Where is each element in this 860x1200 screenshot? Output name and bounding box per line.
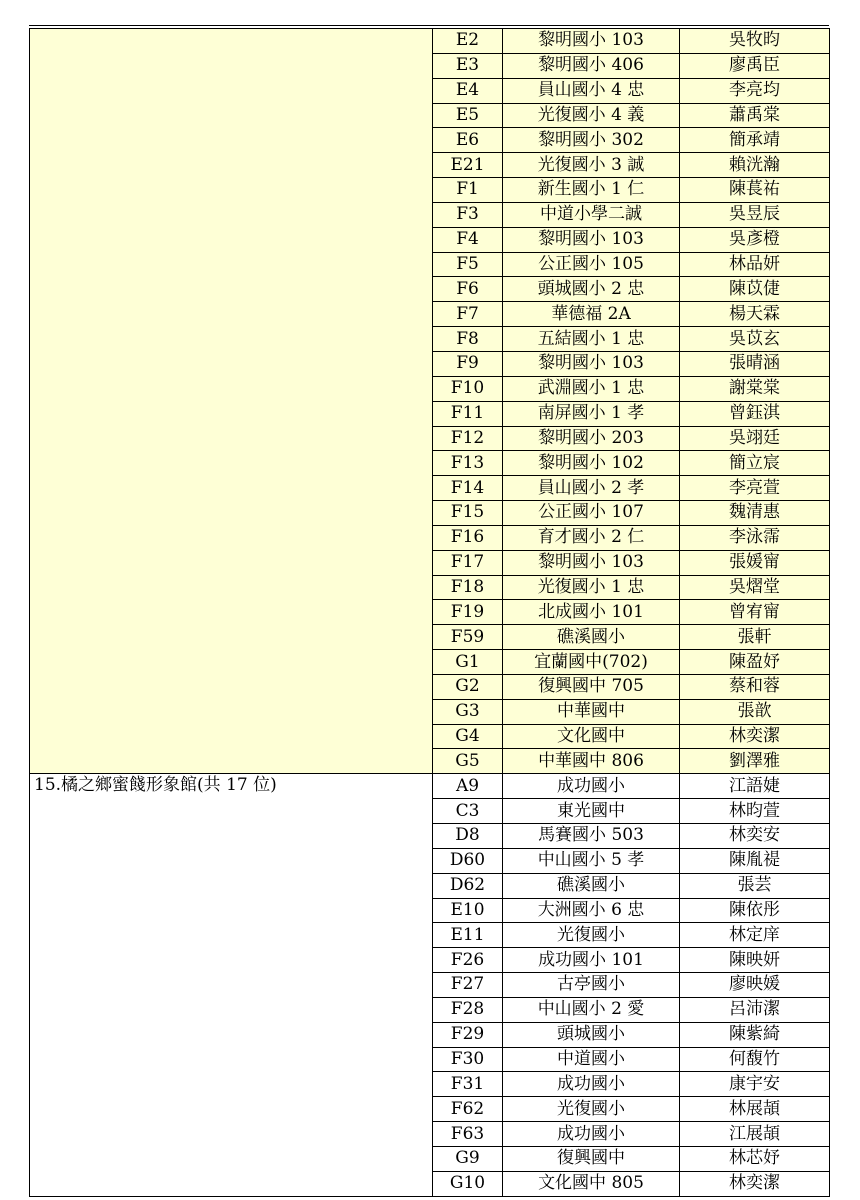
participant-code-cell: E3 bbox=[433, 53, 503, 78]
school-class-cell: 員山國小 2 孝 bbox=[503, 476, 680, 501]
participant-code-cell: F5 bbox=[433, 252, 503, 277]
school-class-cell: 大洲國小 6 忠 bbox=[503, 898, 680, 923]
school-class-cell: 員山國小 4 忠 bbox=[503, 78, 680, 103]
participant-code-cell: E10 bbox=[433, 898, 503, 923]
school-class-cell: 黎明國小 203 bbox=[503, 426, 680, 451]
student-name-cell: 謝棠棠 bbox=[680, 376, 830, 401]
student-name-cell: 陳胤禔 bbox=[680, 848, 830, 873]
participant-code-cell: F30 bbox=[433, 1047, 503, 1072]
participant-code-cell: G2 bbox=[433, 674, 503, 699]
participant-code-cell: F3 bbox=[433, 202, 503, 227]
participant-code-cell: F26 bbox=[433, 948, 503, 973]
student-name-cell: 呂沛潔 bbox=[680, 997, 830, 1022]
school-class-cell: 南屏國小 1 孝 bbox=[503, 401, 680, 426]
school-class-cell: 光復國小 3 誠 bbox=[503, 153, 680, 178]
participant-code-cell: F28 bbox=[433, 997, 503, 1022]
school-class-cell: 中道小學二誠 bbox=[503, 202, 680, 227]
participant-code-cell: F12 bbox=[433, 426, 503, 451]
participant-code-cell: F59 bbox=[433, 625, 503, 650]
school-class-cell: 馬賽國小 503 bbox=[503, 824, 680, 849]
school-class-cell: 成功國小 bbox=[503, 1122, 680, 1147]
school-class-cell: 黎明國小 302 bbox=[503, 128, 680, 153]
participant-code-cell: F4 bbox=[433, 227, 503, 252]
school-class-cell: 中山國小 5 孝 bbox=[503, 848, 680, 873]
school-class-cell: 頭城國小 bbox=[503, 1022, 680, 1047]
participant-code-cell: F11 bbox=[433, 401, 503, 426]
school-class-cell: 復興國中 705 bbox=[503, 674, 680, 699]
student-name-cell: 蕭禹棠 bbox=[680, 103, 830, 128]
student-name-cell: 林芯妤 bbox=[680, 1146, 830, 1171]
school-class-cell: 光復國小 bbox=[503, 1097, 680, 1122]
student-name-cell: 張芸 bbox=[680, 873, 830, 898]
school-class-cell: 中華國中 806 bbox=[503, 749, 680, 774]
school-class-cell: 古亭國小 bbox=[503, 973, 680, 998]
participant-code-cell: F16 bbox=[433, 525, 503, 550]
school-class-cell: 東光國中 bbox=[503, 799, 680, 824]
student-name-cell: 林展頡 bbox=[680, 1097, 830, 1122]
page-top-rule bbox=[29, 25, 829, 26]
participant-code-cell: F62 bbox=[433, 1097, 503, 1122]
student-name-cell: 林奕潔 bbox=[680, 1171, 830, 1196]
school-class-cell: 黎明國小 103 bbox=[503, 351, 680, 376]
participant-code-cell: F29 bbox=[433, 1022, 503, 1047]
participant-code-cell: F27 bbox=[433, 973, 503, 998]
venue-cell bbox=[30, 29, 433, 774]
school-class-cell: 光復國小 4 義 bbox=[503, 103, 680, 128]
school-class-cell: 復興國中 bbox=[503, 1146, 680, 1171]
student-name-cell: 廖禹臣 bbox=[680, 53, 830, 78]
school-class-cell: 公正國小 107 bbox=[503, 501, 680, 526]
student-name-cell: 陳盈妤 bbox=[680, 650, 830, 675]
student-name-cell: 賴洸瀚 bbox=[680, 153, 830, 178]
student-name-cell: 吳彥橙 bbox=[680, 227, 830, 252]
school-class-cell: 黎明國小 102 bbox=[503, 451, 680, 476]
participant-code-cell: F19 bbox=[433, 600, 503, 625]
participant-code-cell: F63 bbox=[433, 1122, 503, 1147]
participant-code-cell: E11 bbox=[433, 923, 503, 948]
student-name-cell: 魏清惠 bbox=[680, 501, 830, 526]
student-name-cell: 張媛甯 bbox=[680, 550, 830, 575]
participant-code-cell: G10 bbox=[433, 1171, 503, 1196]
school-class-cell: 北成國小 101 bbox=[503, 600, 680, 625]
school-class-cell: 黎明國小 103 bbox=[503, 550, 680, 575]
school-class-cell: 光復國小 bbox=[503, 923, 680, 948]
table-row bbox=[30, 774, 830, 799]
participant-code-cell: F10 bbox=[433, 376, 503, 401]
school-class-cell: 五結國小 1 忠 bbox=[503, 327, 680, 352]
student-name-cell: 陳萇祐 bbox=[680, 178, 830, 203]
student-name-cell: 林奕潔 bbox=[680, 724, 830, 749]
school-class-cell: 新生國小 1 仁 bbox=[503, 178, 680, 203]
participant-code-cell: D62 bbox=[433, 873, 503, 898]
venue-cell: 15.橘之鄉蜜餞形象館(共 17 位) bbox=[30, 774, 433, 1196]
student-name-cell: 陳映妍 bbox=[680, 948, 830, 973]
school-class-cell: 宜蘭國中(702) bbox=[503, 650, 680, 675]
student-name-cell: 蔡和蓉 bbox=[680, 674, 830, 699]
school-class-cell: 成功國小 bbox=[503, 774, 680, 799]
school-class-cell: 武淵國小 1 忠 bbox=[503, 376, 680, 401]
participant-code-cell: C3 bbox=[433, 799, 503, 824]
student-name-cell: 李泳霈 bbox=[680, 525, 830, 550]
student-name-cell: 林品妍 bbox=[680, 252, 830, 277]
student-name-cell: 江語婕 bbox=[680, 774, 830, 799]
student-name-cell: 曾宥甯 bbox=[680, 600, 830, 625]
participant-code-cell: G3 bbox=[433, 699, 503, 724]
student-name-cell: 曾鈺淇 bbox=[680, 401, 830, 426]
participant-table bbox=[29, 28, 830, 1197]
student-name-cell: 李亮萱 bbox=[680, 476, 830, 501]
school-class-cell: 華德福 2A bbox=[503, 302, 680, 327]
school-class-cell: 文化國中 bbox=[503, 724, 680, 749]
school-class-cell: 頭城國小 2 忠 bbox=[503, 277, 680, 302]
student-name-cell: 劉澤雅 bbox=[680, 749, 830, 774]
school-class-cell: 成功國小 bbox=[503, 1072, 680, 1097]
participant-code-cell: E5 bbox=[433, 103, 503, 128]
student-name-cell: 張軒 bbox=[680, 625, 830, 650]
student-name-cell: 吳昱辰 bbox=[680, 202, 830, 227]
school-class-cell: 礁溪國小 bbox=[503, 625, 680, 650]
school-class-cell: 礁溪國小 bbox=[503, 873, 680, 898]
school-class-cell: 成功國小 101 bbox=[503, 948, 680, 973]
participant-code-cell: F7 bbox=[433, 302, 503, 327]
participant-code-cell: G4 bbox=[433, 724, 503, 749]
student-name-cell: 簡承靖 bbox=[680, 128, 830, 153]
student-name-cell: 何馥竹 bbox=[680, 1047, 830, 1072]
table-row bbox=[30, 29, 830, 54]
student-name-cell: 廖映媛 bbox=[680, 973, 830, 998]
participant-code-cell: G9 bbox=[433, 1146, 503, 1171]
student-name-cell: 林昀萱 bbox=[680, 799, 830, 824]
student-name-cell: 陳紫綺 bbox=[680, 1022, 830, 1047]
school-class-cell: 公正國小 105 bbox=[503, 252, 680, 277]
participant-code-cell: D8 bbox=[433, 824, 503, 849]
student-name-cell: 簡立宸 bbox=[680, 451, 830, 476]
participant-code-cell: F18 bbox=[433, 575, 503, 600]
participant-code-cell: F9 bbox=[433, 351, 503, 376]
student-name-cell: 江展頡 bbox=[680, 1122, 830, 1147]
school-class-cell: 育才國小 2 仁 bbox=[503, 525, 680, 550]
participant-code-cell: F1 bbox=[433, 178, 503, 203]
school-class-cell: 黎明國小 103 bbox=[503, 29, 680, 54]
participant-code-cell: F6 bbox=[433, 277, 503, 302]
student-name-cell: 林奕安 bbox=[680, 824, 830, 849]
participant-code-cell: G1 bbox=[433, 650, 503, 675]
school-class-cell: 黎明國小 406 bbox=[503, 53, 680, 78]
participant-code-cell: F14 bbox=[433, 476, 503, 501]
participant-code-cell: A9 bbox=[433, 774, 503, 799]
school-class-cell: 文化國中 805 bbox=[503, 1171, 680, 1196]
student-name-cell: 張晴涵 bbox=[680, 351, 830, 376]
student-name-cell: 吳熠堂 bbox=[680, 575, 830, 600]
student-name-cell: 吳苡玄 bbox=[680, 327, 830, 352]
participant-code-cell: F17 bbox=[433, 550, 503, 575]
participant-table-body bbox=[30, 29, 830, 1197]
participant-code-cell: E6 bbox=[433, 128, 503, 153]
participant-code-cell: F8 bbox=[433, 327, 503, 352]
participant-code-cell: F31 bbox=[433, 1072, 503, 1097]
school-class-cell: 中華國中 bbox=[503, 699, 680, 724]
participant-code-cell: G5 bbox=[433, 749, 503, 774]
student-name-cell: 李亮均 bbox=[680, 78, 830, 103]
school-class-cell: 中山國小 2 愛 bbox=[503, 997, 680, 1022]
student-name-cell: 陳依彤 bbox=[680, 898, 830, 923]
student-name-cell: 陳苡倢 bbox=[680, 277, 830, 302]
student-name-cell: 吳牧昀 bbox=[680, 29, 830, 54]
student-name-cell: 康宇安 bbox=[680, 1072, 830, 1097]
school-class-cell: 黎明國小 103 bbox=[503, 227, 680, 252]
participant-code-cell: E4 bbox=[433, 78, 503, 103]
student-name-cell: 林定庠 bbox=[680, 923, 830, 948]
participant-code-cell: D60 bbox=[433, 848, 503, 873]
participant-code-cell: F15 bbox=[433, 501, 503, 526]
student-name-cell: 楊天霖 bbox=[680, 302, 830, 327]
school-class-cell: 光復國小 1 忠 bbox=[503, 575, 680, 600]
student-name-cell: 吳翊廷 bbox=[680, 426, 830, 451]
participant-code-cell: E2 bbox=[433, 29, 503, 54]
participant-code-cell: F13 bbox=[433, 451, 503, 476]
participant-code-cell: E21 bbox=[433, 153, 503, 178]
school-class-cell: 中道國小 bbox=[503, 1047, 680, 1072]
student-name-cell: 張歆 bbox=[680, 699, 830, 724]
